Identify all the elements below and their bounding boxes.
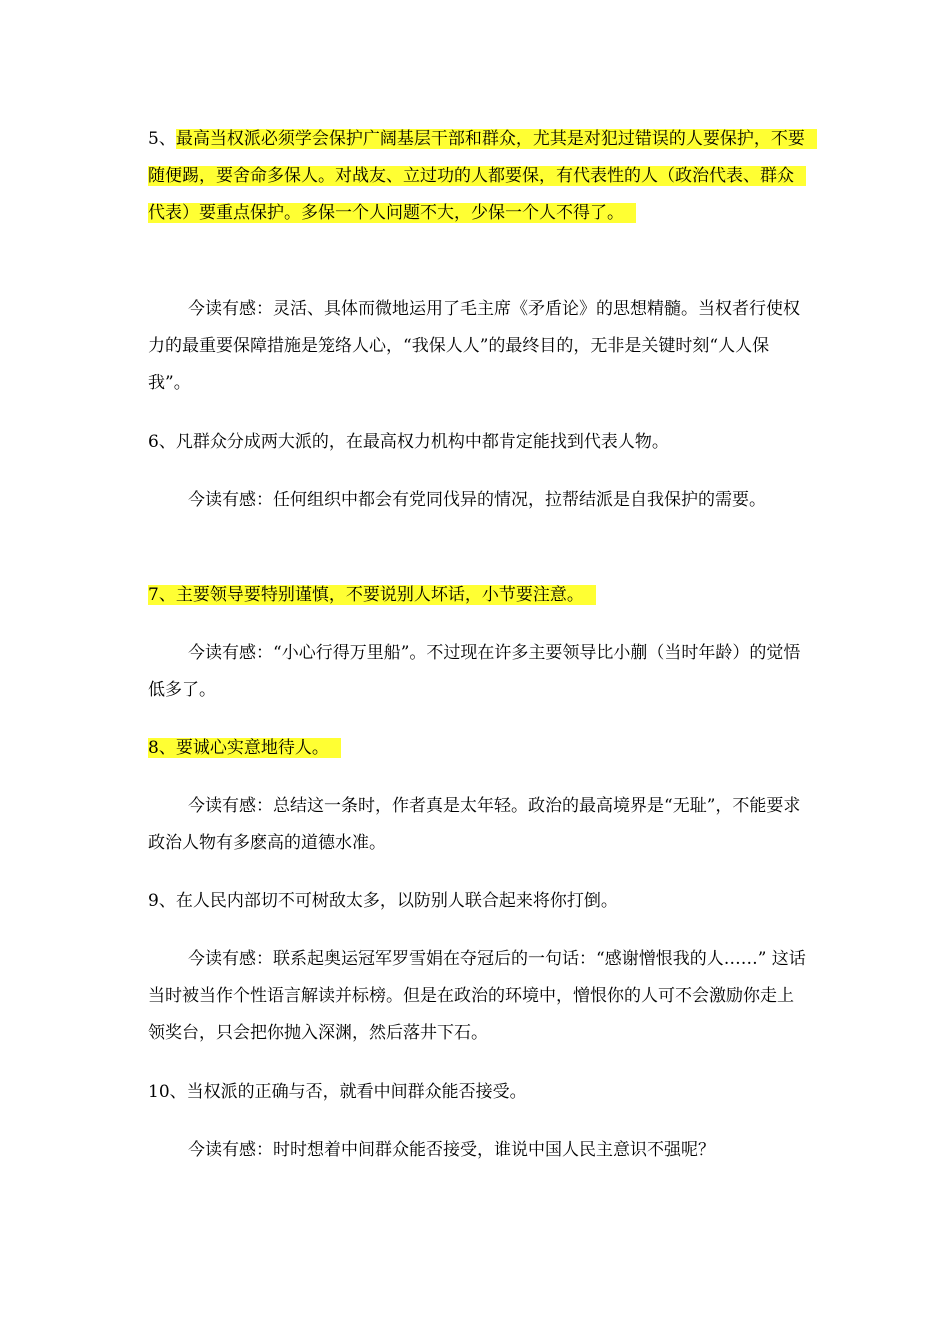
item-5-number: 5、: [148, 129, 176, 149]
item-10-comment: 今读有感：时时想着中间群众能否接受，谁说中国人民主意识不强呢？: [188, 1140, 715, 1160]
item-6-number: 6、: [148, 432, 176, 452]
item-8-comment: 今读有感：总结这一条时，作者真是太年轻。政治的最高境界是“无耻”，不能要求政治人物有多麽高的道德水准。: [148, 796, 801, 853]
item-10-number: 10、: [148, 1082, 187, 1102]
item-10-body: 当权派的正确与否，就看中间群众能否接受。: [186, 1082, 527, 1102]
item-6-comment: 今读有感：任何组织中都会有党同伐异的情况，拉帮结派是自我保护的需要。: [188, 490, 766, 510]
item-9-body: 在人民内部切不可树敌太多，以防别人联合起来将你打倒。: [175, 891, 618, 911]
item-7-comment: 今读有感：“小心行得万里船”。不过现在许多主要领导比小蒯（当时年龄）的觉悟低多了。: [148, 643, 801, 700]
item-7-number: 7、: [148, 585, 176, 605]
item-8-highlighted-text: [148, 738, 341, 758]
item-9-comment: 今读有感：联系起奥运冠军罗雪娟在夺冠后的一句话：“感谢憎恨我的人……” 这话当时被当作个性语言解读并标榜。但是在政治的环境中，憎恨你的人可不会激励你走上领奖台，只会把你抛入深渊，然后落井下石。: [148, 949, 806, 1043]
item-6-body: 凡群众分成两大派的，在最高权力机构中都肯定能找到代表人物。: [175, 432, 669, 452]
item-8-text: [148, 730, 808, 767]
item-8-body: 要诚心实意地待人。: [175, 738, 329, 758]
item-9-number: 9、: [148, 891, 176, 911]
item-9-text: [148, 883, 808, 920]
item-10-text: [148, 1074, 808, 1111]
item-5-highlighted-text: 最高当权派必须学会保护广阔基层干部和群众，尤其是对犯过错误的人要保护，不要随便踢，要舍命多保人。对战友、立过功的人都要保，有代表性的人（政治代表、群众代表）要重点保护。多保一个人问题不大，少保一个人不得了。: [148, 129, 817, 223]
item-5-comment: 今读有感：灵活、具体而微地运用了毛主席《矛盾论》的思想精髓。当权者行使权力的最重要保障措施是笼络人心，“我保人人”的最终目的，无非是关键时刻“人人保我”。: [148, 299, 800, 393]
item-8-number: 8、: [148, 738, 176, 758]
item-7-text: [148, 577, 808, 614]
item-5-text: [148, 121, 808, 232]
item-7-body: 主要领导要特别谨慎，不要说别人坏话，小节要注意。: [175, 585, 584, 605]
item-7-highlighted-text: [148, 585, 596, 605]
item-6-text: [148, 424, 808, 461]
